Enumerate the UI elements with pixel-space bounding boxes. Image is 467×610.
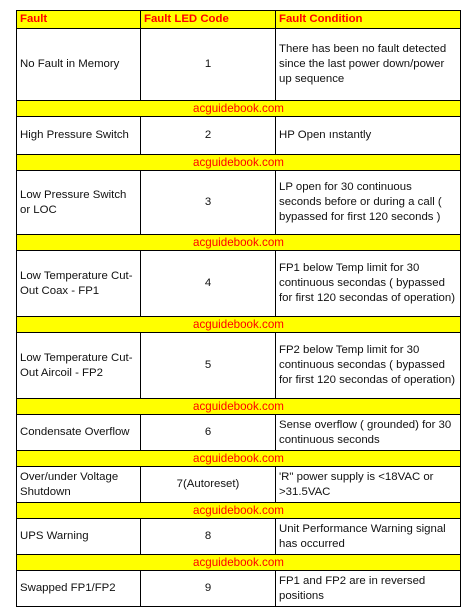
fault-name: Low Temperature Cut-Out Coax - FP1 bbox=[17, 251, 141, 317]
fault-led-code: 3 bbox=[141, 171, 276, 235]
fault-condition: Unit Performance Warning signal has occurred bbox=[276, 519, 461, 555]
watermark-row bbox=[17, 399, 461, 415]
table-row bbox=[17, 571, 461, 607]
fault-led-code: 4 bbox=[141, 251, 276, 317]
fault-condition: Sense overflow ( grounded) for 30 continuous seconds bbox=[276, 415, 461, 451]
table-row bbox=[17, 29, 461, 101]
fault-name: No Fault in Memory bbox=[17, 29, 141, 101]
fault-condition: 'R" power supply is <18VAC or >31.5VAC bbox=[276, 467, 461, 503]
table-row bbox=[17, 467, 461, 503]
fault-led-code: 7(Autoreset) bbox=[141, 467, 276, 503]
table-row bbox=[17, 117, 461, 155]
fault-led-code: 6 bbox=[141, 415, 276, 451]
table-row bbox=[17, 251, 461, 317]
watermark-text: acguidebook.com bbox=[17, 503, 461, 519]
table-row bbox=[17, 415, 461, 451]
watermark-text: acguidebook.com bbox=[17, 555, 461, 571]
fault-led-code: 2 bbox=[141, 117, 276, 155]
watermark-text: acguidebook.com bbox=[17, 235, 461, 251]
watermark-text: acguidebook.com bbox=[17, 317, 461, 333]
fault-name: Swapped FP1/FP2 bbox=[17, 571, 141, 607]
header-fault: Fault bbox=[17, 11, 141, 29]
header-fault-condition: Fault Condition bbox=[276, 11, 461, 29]
watermark-row bbox=[17, 451, 461, 467]
watermark-row bbox=[17, 317, 461, 333]
fault-name: UPS Warning bbox=[17, 519, 141, 555]
table-row bbox=[17, 333, 461, 399]
watermark-text: acguidebook.com bbox=[17, 155, 461, 171]
fault-condition: FP1 and FP2 are in reversed positions bbox=[276, 571, 461, 607]
watermark-row bbox=[17, 155, 461, 171]
watermark-row bbox=[17, 503, 461, 519]
fault-condition: There has been no fault detected since the last power down/power up sequence bbox=[276, 29, 461, 101]
watermark-text: acguidebook.com bbox=[17, 451, 461, 467]
watermark-text: acguidebook.com bbox=[17, 101, 461, 117]
watermark-text: acguidebook.com bbox=[17, 399, 461, 415]
table-row bbox=[17, 171, 461, 235]
fault-name: Over/under Voltage Shutdown bbox=[17, 467, 141, 503]
table-header-row bbox=[17, 11, 461, 29]
fault-condition: FP2 below Temp limit for 30 continuous secondas ( bypassed for first 120 secondas of operation) bbox=[276, 333, 461, 399]
fault-led-code: 1 bbox=[141, 29, 276, 101]
watermark-row bbox=[17, 235, 461, 251]
header-fault-led-code: Fault LED Code bbox=[141, 11, 276, 29]
fault-led-code: 5 bbox=[141, 333, 276, 399]
fault-led-code: 8 bbox=[141, 519, 276, 555]
watermark-row bbox=[17, 555, 461, 571]
watermark-row bbox=[17, 101, 461, 117]
fault-condition: LP open for 30 continuous seconds before or during a call ( bypassed for first 120 seconds ) bbox=[276, 171, 461, 235]
table-row bbox=[17, 519, 461, 555]
fault-condition: HP Open ınstantly bbox=[276, 117, 461, 155]
fault-name: High Pressure Switch bbox=[17, 117, 141, 155]
fault-name: Condensate Overflow bbox=[17, 415, 141, 451]
fault-led-code: 9 bbox=[141, 571, 276, 607]
fault-code-table bbox=[16, 10, 461, 607]
fault-name: Low Temperature Cut-Out Aircoil - FP2 bbox=[17, 333, 141, 399]
fault-condition: FP1 below Temp limit for 30 continuous secondas ( bypassed for first 120 secondas of operation) bbox=[276, 251, 461, 317]
fault-name: Low Pressure Switch or LOC bbox=[17, 171, 141, 235]
